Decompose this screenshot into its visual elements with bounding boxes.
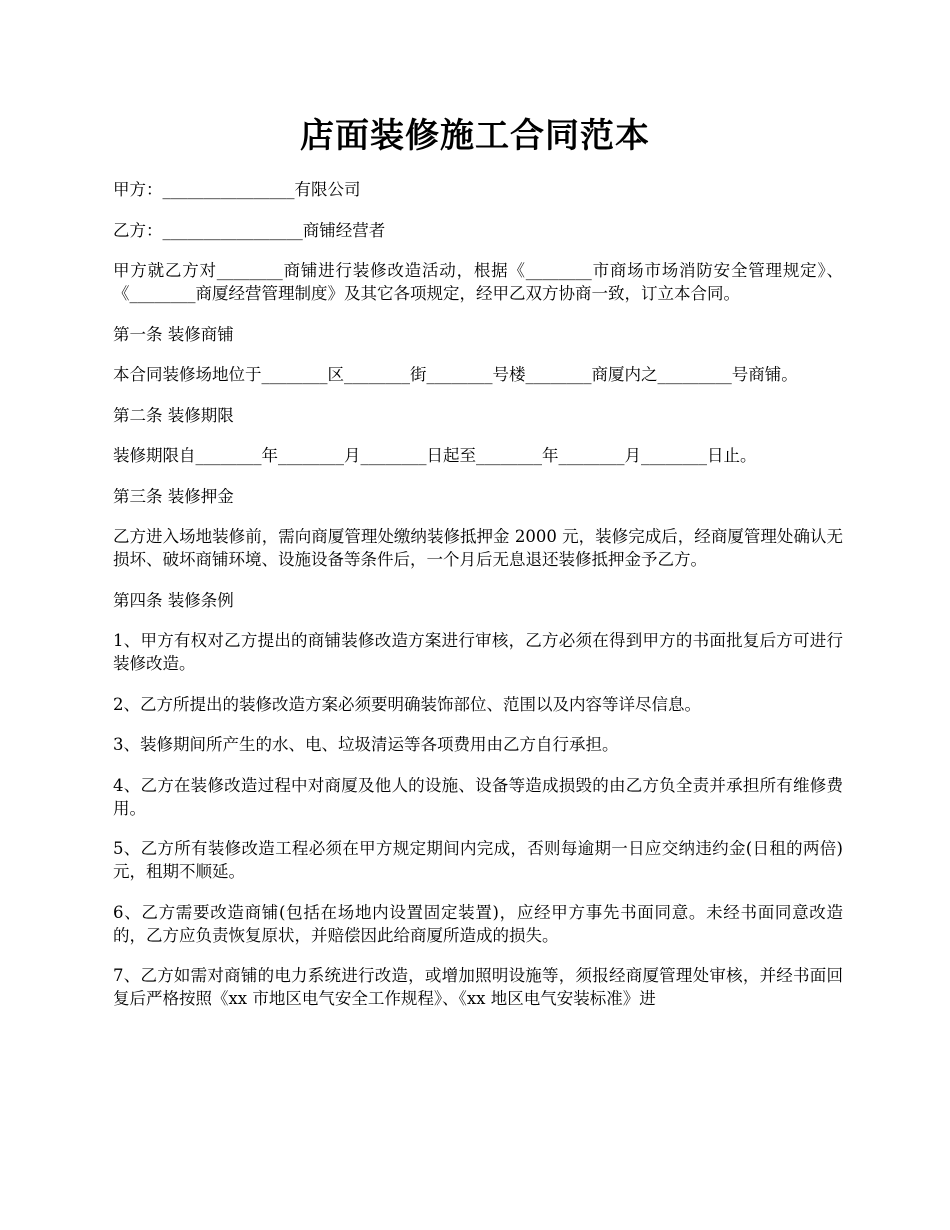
article-3-text: 乙方进入场地装修前，需向商厦管理处缴纳装修抵押金 2000 元，装修完成后，经商厦管理处确认无损坏、破坏商铺环境、设施设备等条件后，一个月后无息退还装修抵押金予乙方。: [113, 527, 843, 569]
article-2-heading: 第二条 装修期限: [113, 405, 234, 425]
clause-1: 1、甲方有权对乙方提出的商铺装修改造方案进行审核，乙方必须在得到甲方的书面批复后方可进行装修改造。: [113, 631, 843, 673]
article-2-text: 装修期限自________年________月________日起至________年________月________日止。: [113, 446, 757, 465]
clause-3: 3、装修期间所产生的水、电、垃圾清运等各项费用由乙方自行承担。: [113, 735, 619, 754]
clause-2: 2、乙方所提出的装修改造方案必须要明确装饰部位、范围以及内容等详尽信息。: [113, 694, 701, 714]
article-1-text: 本合同装修场地位于________区________街________号楼________商厦内之_________号商铺。: [113, 365, 798, 384]
party-b-line: 乙方：_________________商铺经营者: [113, 220, 386, 240]
document-body: [113, 178, 849, 1028]
clause-7: 7、乙方如需对商铺的电力系统进行改造，或增加照明设施等，须报经商厦管理处审核，并经书面回复后严格按照《xx 市地区电气安全工作规程》、《xx 地区电气安装标准》进: [113, 966, 843, 1008]
article-1-heading: 第一条 装修商铺: [113, 324, 234, 344]
article-4-heading: 第四条 装修条例: [113, 590, 234, 610]
clause-5: 5、乙方所有装修改造工程必须在甲方规定期间内完成，否则每逾期一日应交纳违约金(日租的两倍) 元，租期不顺延。: [113, 839, 849, 881]
document-title: 店面装修施工合同范本: [300, 116, 650, 156]
clause-4: 4、乙方在装修改造过程中对商厦及他人的设施、设备等造成损毁的由乙方负全责并承担所有维修费用。: [113, 775, 843, 818]
clause-6: 6、乙方需要改造商铺(包括在场地内设置固定装置)，应经甲方事先书面同意。未经书面同意改造的，乙方应负责恢复原状，并赔偿因此给商厦所造成的损失。: [113, 902, 843, 945]
party-a-line: 甲方：________________有限公司: [113, 180, 361, 199]
article-3-heading: 第三条 装修押金: [113, 486, 234, 506]
preamble-paragraph: 甲方就乙方对________商铺进行装修改造活动，根据《________市商场市场消防安全管理规定》、《________商厦经营管理制度》及其它各项规定，经甲乙双方协商一致，订立本合同。: [113, 261, 843, 303]
